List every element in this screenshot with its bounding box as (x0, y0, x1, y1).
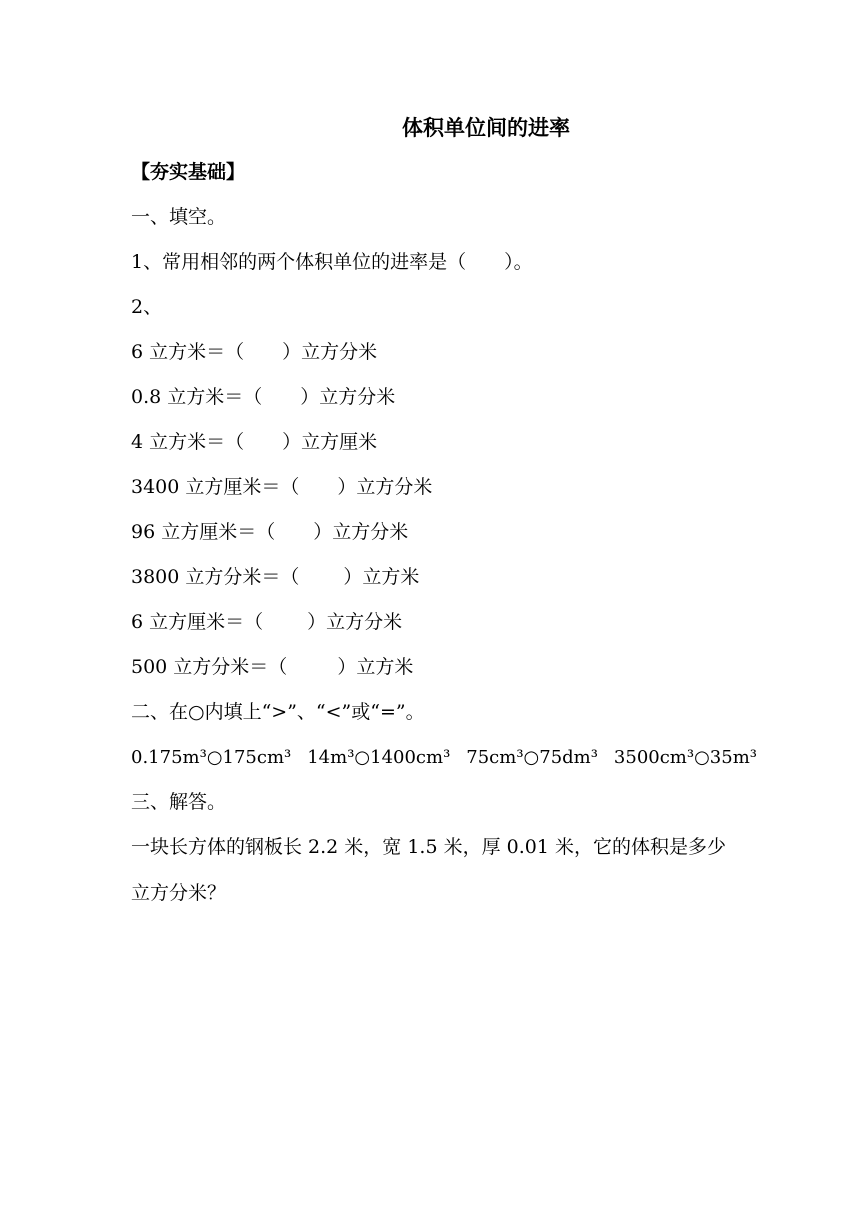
question-2-label: 2、 (131, 296, 163, 318)
part3-heading: 三、解答。 (131, 791, 227, 813)
comparison-row (131, 746, 757, 770)
comparison-item: 0.175m³○175cm³ (131, 747, 292, 768)
conversion-item: 3400 立方厘米＝（ ）立方分米 (131, 476, 433, 498)
conversion-item: 500 立方分米＝（ ）立方米 (131, 656, 414, 678)
part1-heading: 一、填空。 (131, 206, 227, 228)
conversion-item: 0.8 立方米＝（ ）立方分米 (131, 386, 396, 408)
conversion-item: 96 立方厘米＝（ ）立方分米 (131, 521, 409, 543)
part2-heading: 二、在○内填上“>”、“<”或“=”。 (131, 701, 425, 723)
conversion-item: 4 立方米＝（ ）立方厘米 (131, 431, 378, 453)
comparison-item: 75cm³○75dm³ (466, 747, 598, 768)
section-heading: 【夯实基础】 (131, 161, 246, 183)
question-1: 1、常用相邻的两个体积单位的进率是（ ）。 (131, 251, 533, 273)
conversion-item: 6 立方米＝（ ）立方分米 (131, 341, 378, 363)
comparison-item: 3500cm³○35m³ (613, 747, 757, 768)
conversion-item: 3800 立方分米＝（ ）立方米 (131, 566, 420, 588)
word-problem-line-2: 立方分米？ (131, 882, 227, 904)
conversion-item: 6 立方厘米＝（ ）立方分米 (131, 611, 403, 633)
word-problem-line-1: 一块长方体的钢板长 2.2 米，宽 1.5 米，厚 0.01 米，它的体积是多少 (131, 836, 726, 858)
comparison-item: 14m³○1400cm³ (307, 747, 451, 768)
page-title: 体积单位间的进率 (402, 115, 570, 140)
